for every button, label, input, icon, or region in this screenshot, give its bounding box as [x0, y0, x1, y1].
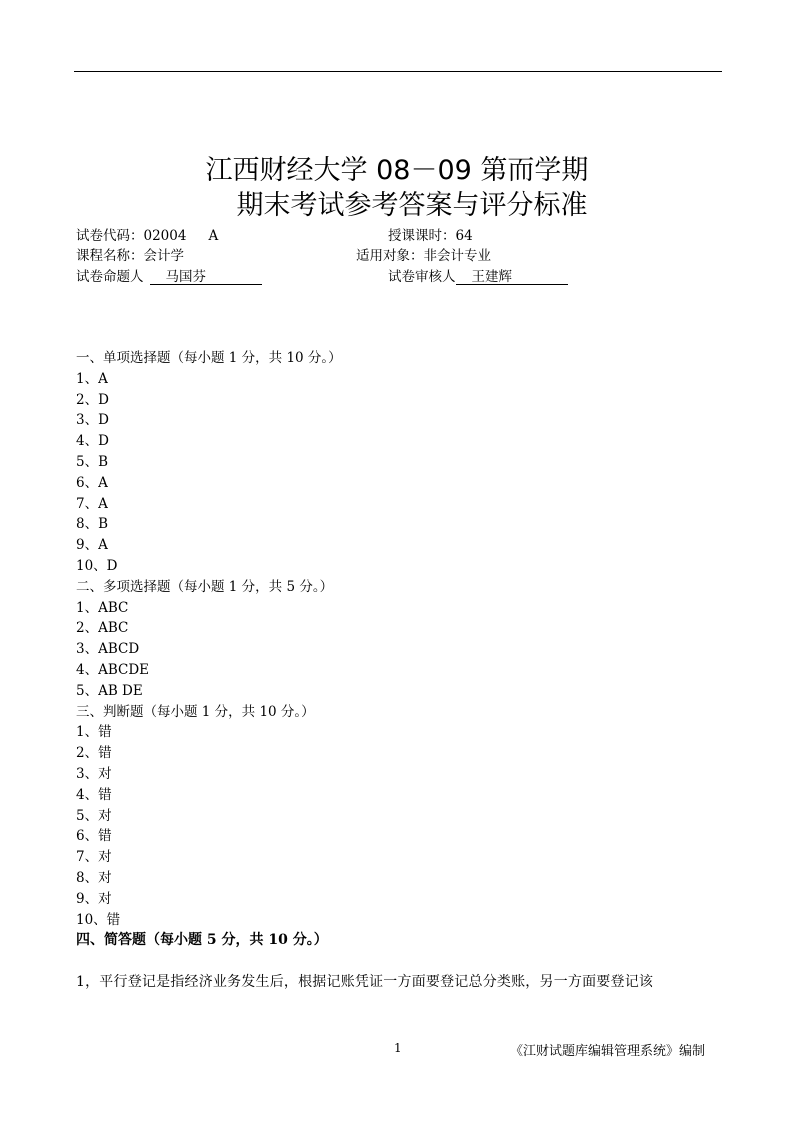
author-underline — [150, 267, 262, 285]
section-1-header: 一、单项选择题（每小题 1 分，共 10 分。） — [76, 350, 342, 366]
target-audience — [356, 246, 491, 266]
course-name-label: 课程名称： — [76, 248, 144, 264]
section-4-header: 四、简答题（每小题 5 分，共 10 分。） — [76, 932, 328, 949]
paper-code-value: 02004 — [143, 228, 187, 244]
answer-line: 1、ABC — [76, 599, 129, 616]
answer-line: 8、B — [76, 516, 109, 533]
answer-list — [76, 348, 736, 951]
course-name — [76, 246, 184, 266]
answer-line: 10、错 — [76, 911, 121, 928]
short-answer-paragraph: 1，平行登记是指经济业务发生后，根据记账凭证一方面要登记总分类账，另一方面要登记该 — [76, 974, 654, 990]
title-line-1: 江西财经大学 08－09 第而学期 — [205, 155, 589, 186]
answer-line: 7、A — [76, 495, 108, 512]
paper-reviewer — [388, 267, 568, 287]
section-2-header: 二、多项选择题（每小题 1 分，共 5 分。） — [76, 578, 334, 595]
answer-line: 5、对 — [76, 807, 112, 824]
course-hours-label: 授课课时： — [388, 228, 456, 244]
course-hours — [388, 226, 473, 246]
answer-line: 10、D — [76, 557, 118, 574]
answer-line: 6、A — [76, 474, 108, 491]
answer-line: 1、错 — [76, 724, 112, 741]
section-3-header: 三、判断题（每小题 1 分，共 10 分。） — [76, 703, 315, 720]
answer-line: 2、错 — [76, 745, 112, 762]
paper-code-label: 试卷代码： — [76, 228, 144, 244]
answer-line: 8、对 — [76, 869, 112, 886]
paper-reviewer-label: 试卷审核人 — [388, 269, 456, 285]
target-audience-label: 适用对象： — [356, 248, 424, 264]
answer-line: 6、错 — [76, 828, 112, 845]
answer-line: 2、D — [76, 391, 109, 408]
title-line-2: 期末考试参考答案与评分标准 — [236, 190, 588, 221]
answer-line: 9、A — [76, 537, 108, 554]
answer-line: 1、A — [76, 370, 108, 387]
paper-author-label: 试卷命题人 — [76, 269, 144, 285]
answer-line: 3、ABCD — [76, 641, 140, 658]
course-name-value: 会计学 — [143, 248, 184, 264]
paper-author-value: 马国芬 — [165, 269, 206, 285]
paper-author — [76, 267, 262, 287]
page-number: 1 — [394, 1041, 402, 1055]
answer-line: 5、AB DE — [76, 682, 143, 699]
paper-reviewer-value: 王建辉 — [471, 269, 512, 285]
paper-type: A — [208, 228, 219, 244]
top-rule — [74, 71, 722, 72]
answer-line: 2、ABC — [76, 620, 129, 637]
reviewer-underline — [456, 267, 568, 285]
answer-line: 3、对 — [76, 765, 112, 782]
answer-line: 4、错 — [76, 786, 112, 803]
answer-line: 7、对 — [76, 849, 112, 866]
answer-line: 4、D — [76, 433, 109, 450]
system-note: 《江财试题库编辑管理系统》编制 — [510, 1044, 706, 1059]
target-audience-value: 非会计专业 — [423, 248, 491, 264]
paper-code — [76, 226, 218, 246]
answer-line: 5、B — [76, 453, 109, 470]
answer-line: 9、对 — [76, 890, 112, 907]
course-hours-value: 64 — [455, 228, 473, 244]
answer-line: 4、ABCDE — [76, 661, 150, 678]
answer-line: 3、D — [76, 412, 109, 429]
